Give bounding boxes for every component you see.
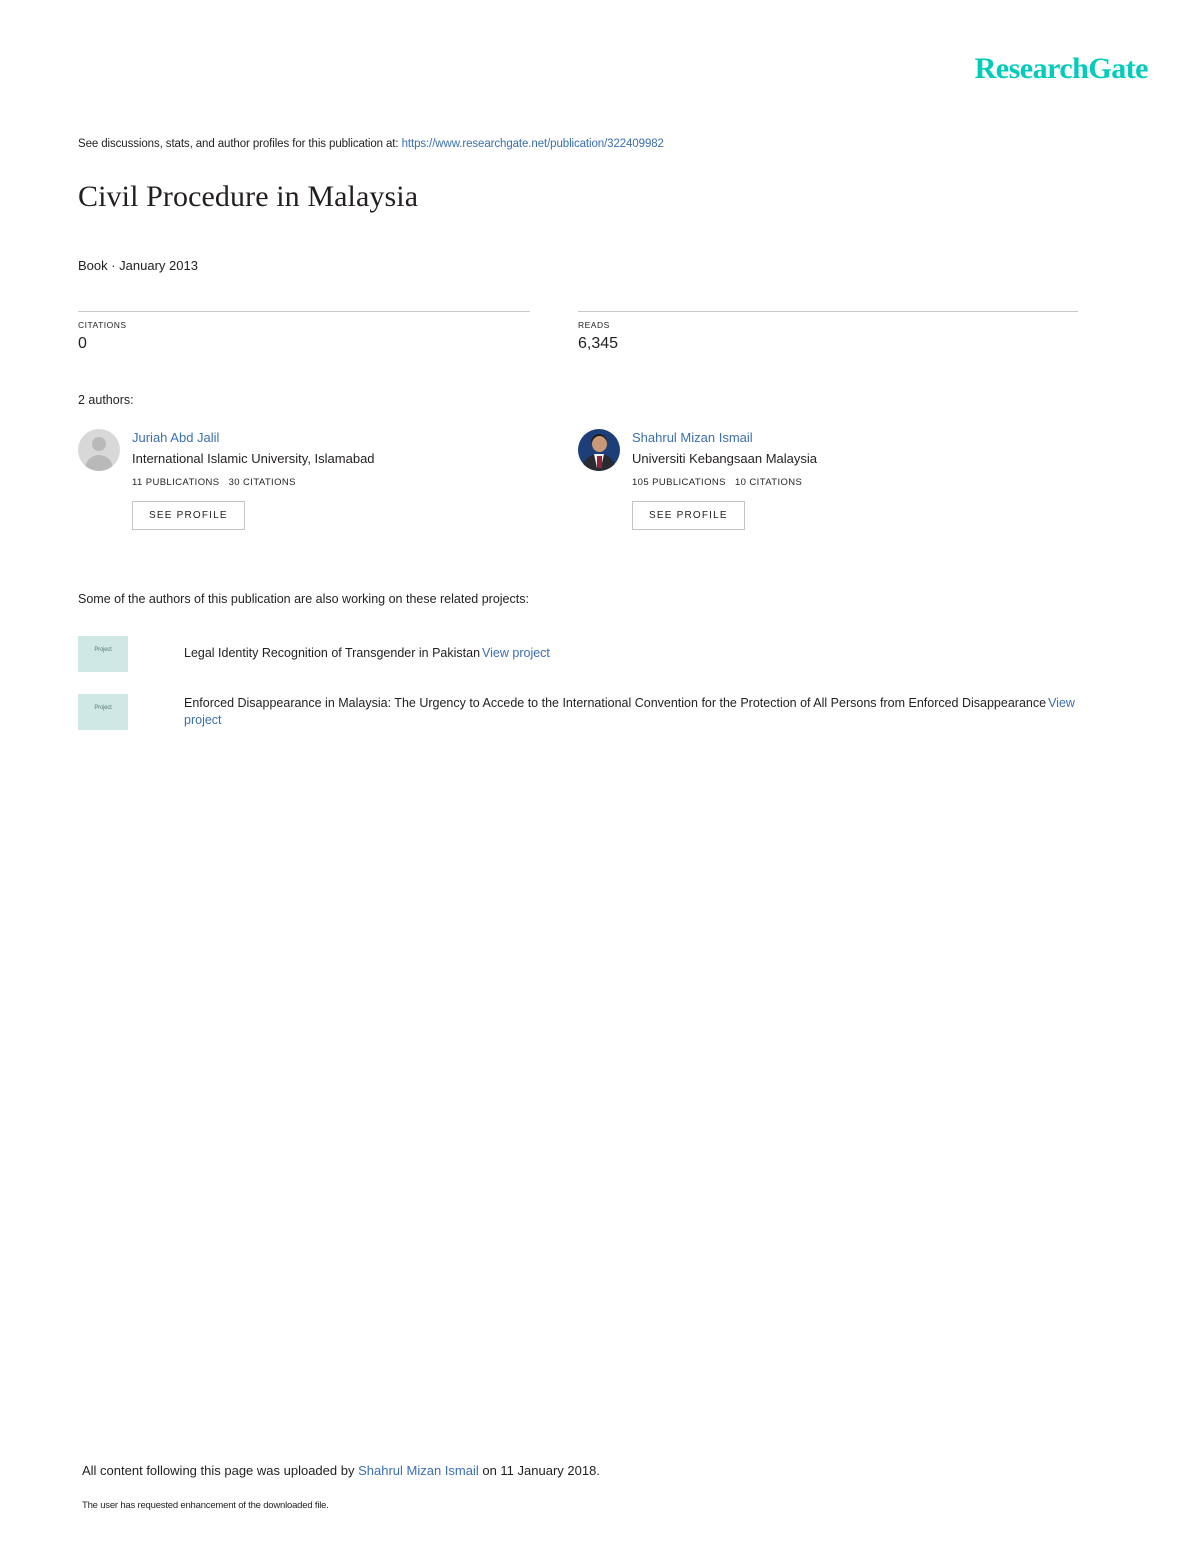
publication-url-link[interactable]: https://www.researchgate.net/publication/322409982 xyxy=(401,138,664,150)
project-title: Enforced Disappearance in Malaysia: The Urgency to Accede to the International Convention for the Protection of All Persons from Enforced Disappearance xyxy=(184,695,1047,710)
project-thumbnail-icon xyxy=(78,636,128,672)
citations-label: CITATIONS xyxy=(78,320,127,330)
citations-value: 0 xyxy=(78,335,87,352)
related-projects-heading: Some of the authors of this publication are also working on these related projects: xyxy=(78,592,529,606)
project-thumb-label: Project xyxy=(94,705,112,711)
reads-stat xyxy=(578,311,1078,353)
author-publications-count: 105 PUBLICATIONS xyxy=(632,477,726,488)
authors-row xyxy=(78,429,1078,530)
publication-type-date: Book · January 2013 xyxy=(78,258,198,273)
project-description xyxy=(184,695,1078,730)
discussion-line xyxy=(78,138,1078,150)
author-name-link[interactable]: Juriah Abd Jalil xyxy=(132,430,220,445)
view-project-link[interactable]: View project xyxy=(482,646,550,661)
author-citations-count: 10 CITATIONS xyxy=(735,477,803,488)
author-publications-count: 11 PUBLICATIONS xyxy=(132,477,220,488)
see-profile-button[interactable]: SEE PROFILE xyxy=(632,501,745,530)
photo-avatar-icon xyxy=(578,429,620,471)
project-description xyxy=(184,645,550,663)
author-affiliation: International Islamic University, Islamabad xyxy=(132,451,375,466)
project-thumb-label: Project xyxy=(94,647,112,653)
upload-credit xyxy=(82,1463,1102,1478)
citations-stat xyxy=(78,311,578,353)
upload-prefix-text: All content following this page was uploaded by xyxy=(82,1463,359,1478)
project-title: Legal Identity Recognition of Transgender in Pakistan xyxy=(184,646,481,661)
project-item xyxy=(78,694,1078,730)
upload-suffix-text: on 11 January 2018. xyxy=(478,1463,600,1478)
researchgate-logo: ResearchGate xyxy=(974,52,1148,85)
page-footer xyxy=(82,1463,1102,1511)
placeholder-avatar-icon xyxy=(78,429,120,471)
uploader-name-link[interactable]: Shahrul Mizan Ismail xyxy=(358,1463,479,1478)
project-thumbnail-icon xyxy=(78,694,128,730)
stats-row xyxy=(78,311,1078,353)
author-info xyxy=(132,429,375,530)
author-metrics xyxy=(632,477,817,488)
author-metrics xyxy=(132,477,375,488)
document-content xyxy=(78,138,1078,752)
reads-value: 6,345 xyxy=(578,335,619,352)
author-citations-count: 30 CITATIONS xyxy=(228,477,296,488)
enhancement-note: The user has requested enhancement of the downloaded file. xyxy=(82,1500,329,1511)
publication-title: Civil Procedure in Malaysia xyxy=(78,180,419,213)
author-card xyxy=(578,429,1078,530)
see-profile-button[interactable]: SEE PROFILE xyxy=(132,501,245,530)
stat-divider xyxy=(78,311,530,312)
author-name-link[interactable]: Shahrul Mizan Ismail xyxy=(632,430,753,445)
author-affiliation: Universiti Kebangsaan Malaysia xyxy=(632,451,817,466)
reads-label: READS xyxy=(578,320,610,330)
authors-heading: 2 authors: xyxy=(78,393,134,407)
project-item xyxy=(78,636,1078,672)
discussion-prefix-text: See discussions, stats, and author profiles for this publication at: xyxy=(78,138,402,150)
author-card xyxy=(78,429,578,530)
author-info xyxy=(632,429,817,530)
view-project-link[interactable]: View project xyxy=(184,695,1075,727)
stat-divider xyxy=(578,311,1078,312)
